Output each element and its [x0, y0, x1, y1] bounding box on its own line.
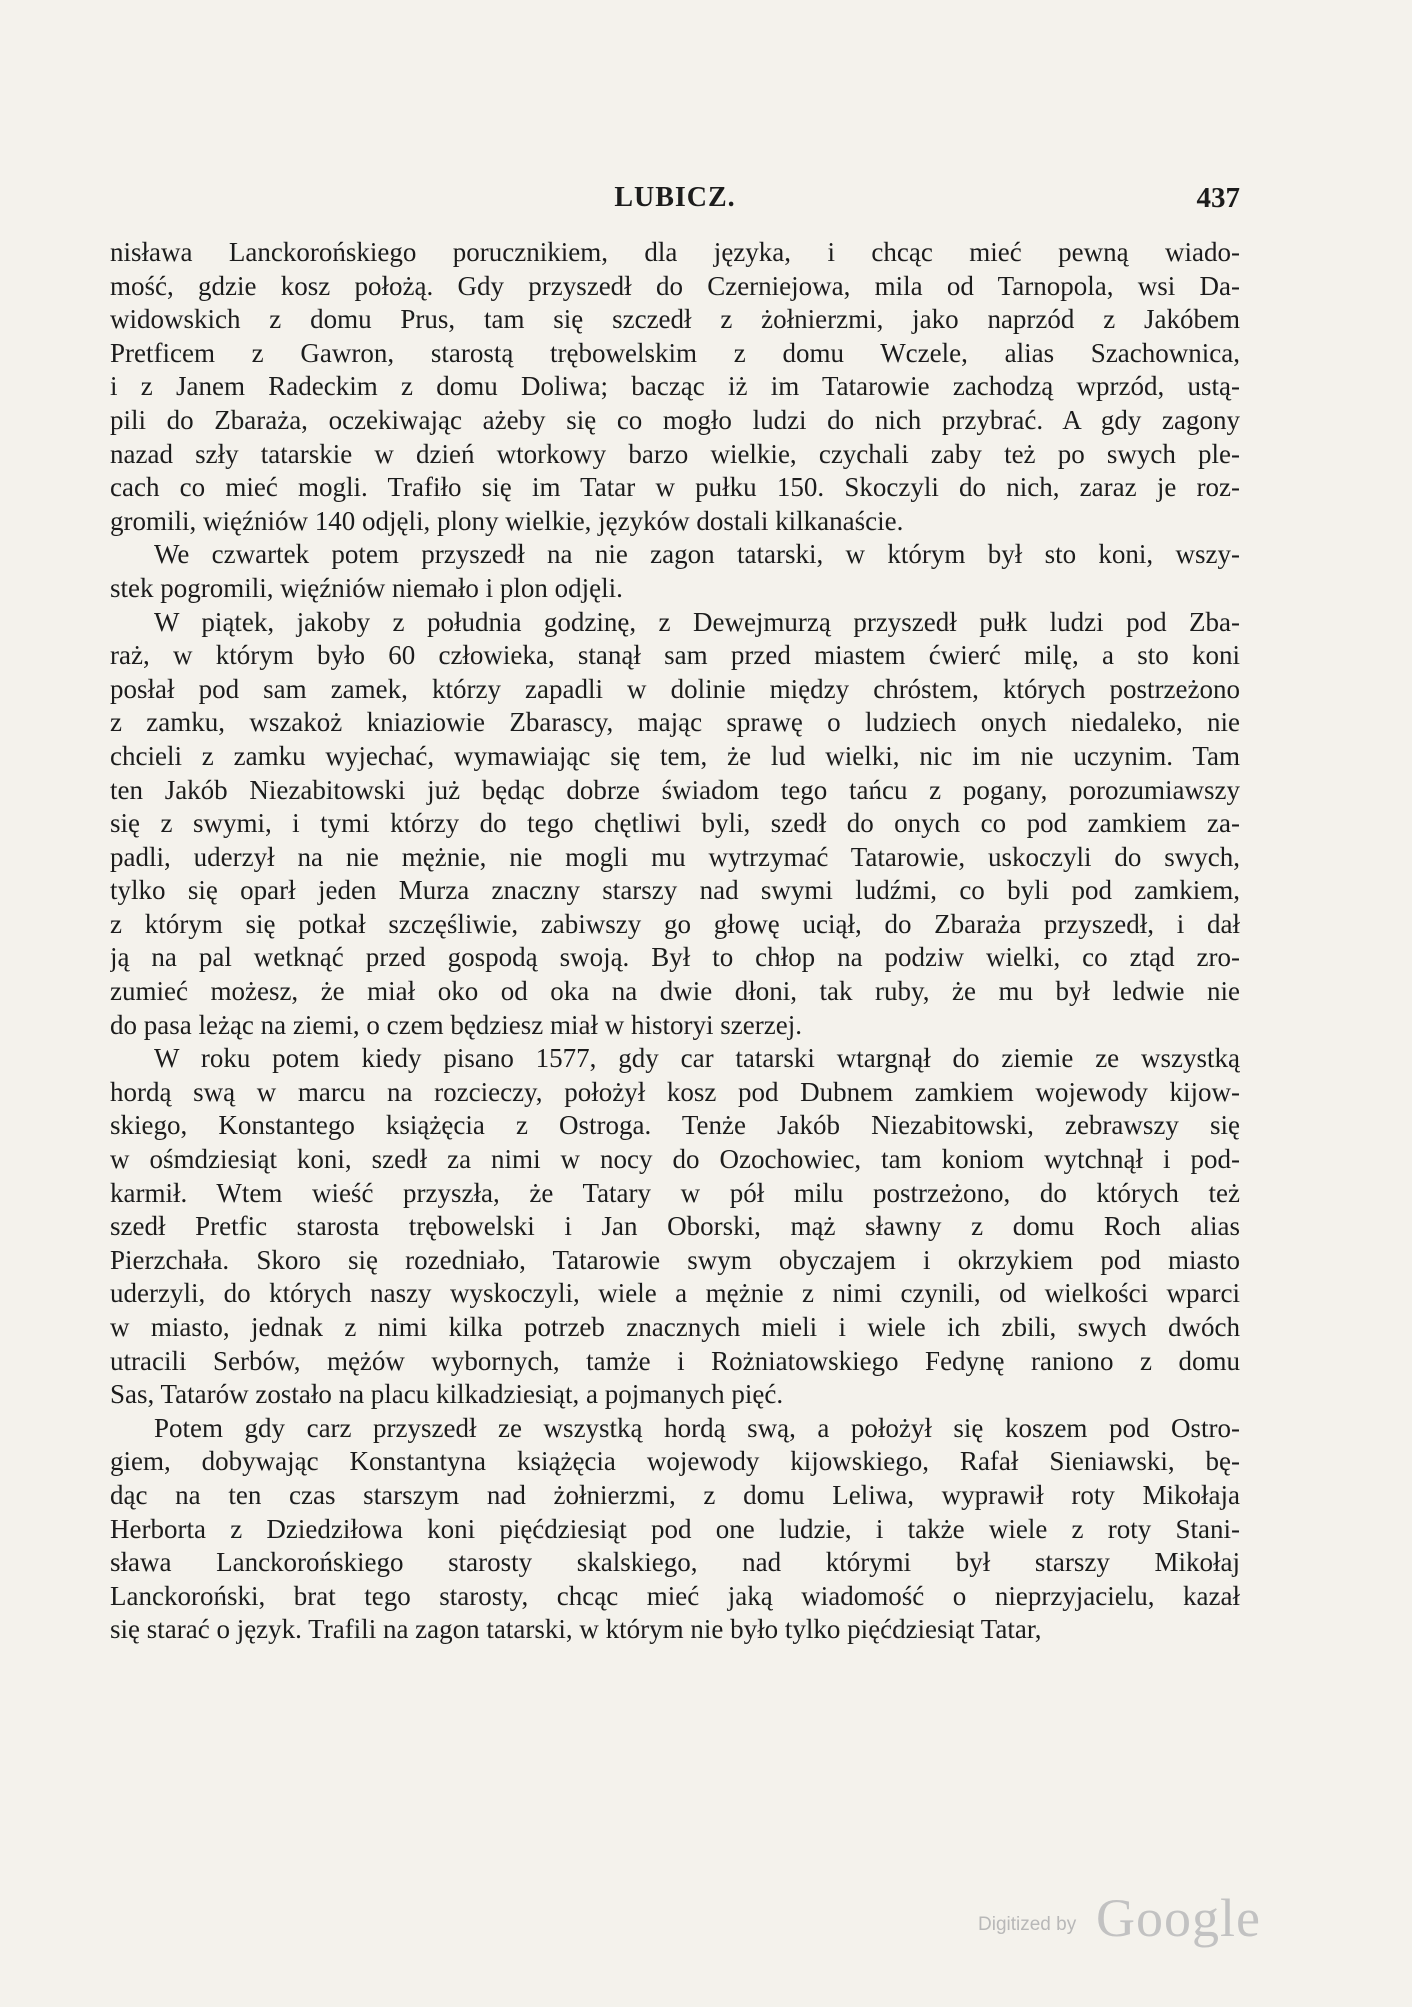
text-line: We czwartek potem przyszedł na nie zagon tatarski, w którym był sto koni, wszy- — [154, 539, 1240, 570]
text-line: gromili, więźniów 140 odjęli, plony wielkie, języków dostali kilkanaście. — [110, 505, 904, 536]
text-line: nazad szły tatarskie w dzień wtorkowy barzo wielkie, czychali zaby też po swych ple- — [110, 438, 1240, 469]
text-line: raż, w którym było 60 człowieka, stanął sam przed miastem ćwierć milę, a sto koni — [110, 640, 1240, 671]
text-line: się starać o język. Trafili na zagon tatarski, w którym nie było tylko pięćdziesiąt Tatar, — [110, 1614, 1042, 1645]
text-line: hordą swą w marcu na rozcieczy, położył kosz pod Dubnem zamkiem wojewody kijow- — [110, 1076, 1240, 1107]
text-line: uderzyli, do których naszy wyskoczyli, wiele a mężnie z nimi czynili, od wielkości wparci — [110, 1278, 1240, 1309]
text-line: ten Jakób Niezabitowski już będąc dobrze świadom tego tańcu z pogany, porozumiawszy — [110, 774, 1240, 805]
text-line: mość, gdzie kosz położą. Gdy przyszedł do Czerniejowa, mila od Tarnopola, wsi Da- — [110, 270, 1240, 301]
digitized-by-google-watermark — [978, 1887, 1268, 1947]
text-line: giem, dobywając Konstantyna książęcia wojewody kijowskiego, Rafał Sieniawski, bę- — [110, 1446, 1240, 1477]
body-text — [110, 236, 1240, 1647]
text-line: padli, uderzył na nie mężnie, nie mogli mu wytrzymać Tatarowie, uskoczyli do swych, — [110, 841, 1240, 872]
text-line: utracili Serbów, mężów wybornych, tamże i Rożniatowskiego Fedynę raniono z domu — [110, 1345, 1240, 1376]
text-line: nisława Lanckorońskiego porucznikiem, dla języka, i chcąc mieć pewną wiado- — [110, 237, 1240, 267]
paragraph — [110, 1042, 1240, 1412]
paragraph — [110, 606, 1240, 1043]
paragraph — [110, 538, 1240, 605]
paragraph — [110, 1412, 1240, 1647]
text-line: Sas, Tatarów zostało na placu kilkadziesiąt, a pojmanych pięć. — [110, 1379, 784, 1410]
text-line: do pasa leżąc na ziemi, o czem będziesz miał w historyi szerzej. — [110, 1009, 802, 1040]
watermark-small-text: Digitized by — [978, 1914, 1077, 1935]
text-line: z którym się potkał szczęśliwie, zabiwszy go głowę uciął, do Zbaraża przyszedł, i dał — [110, 908, 1240, 939]
text-line: szedł Pretfic starosta trębowelski i Jan Oborski, mąż sławny z domu Roch alias — [110, 1211, 1240, 1242]
text-line: Pierzchała. Skoro się rozedniało, Tatarowie swym obyczajem i okrzykiem pod miasto — [110, 1244, 1240, 1275]
text-line: z zamku, wszakoż kniaziowie Zbarascy, mając sprawę o ludziech onych niedaleko, nie — [110, 707, 1240, 738]
text-line: cach co mieć mogli. Trafiło się im Tatar w pułku 150. Skoczyli do nich, zaraz je roz- — [110, 472, 1240, 503]
paragraph — [110, 236, 1240, 538]
text-line: w miasto, jednak z nimi kilka potrzeb znacznych mieli i wiele ich zbili, swych dwóch — [110, 1312, 1240, 1342]
text-line: się z swymi, i tymi którzy do tego chętliwi byli, szedł do onych co pod zamkiem za- — [110, 808, 1240, 839]
text-line: stek pogromili, więźniów niemało i plon odjęli. — [110, 572, 623, 603]
text-line: ją na pal wetknąć przed gospodą swoją. Był to chłop na podziw wielki, co ztąd zro- — [110, 942, 1240, 973]
watermark-google-logo: Google — [1096, 1888, 1261, 1948]
text-line: skiego, Konstantego książęcia z Ostroga. Tenże Jakób Niezabitowski, zebrawszy się — [110, 1110, 1240, 1141]
text-line: W piątek, jakoby z południa godzinę, z Dewejmurzą przyszedł pułk ludzi pod Zba- — [154, 606, 1240, 637]
text-line: Lanckoroński, brat tego starosty, chcąc mieć jaką wiadomość o nieprzyjacielu, kazał — [110, 1580, 1240, 1611]
text-line: w ośmdziesiąt koni, szedł za nimi w nocy do Ozochowiec, tam koniom wytchnął i pod- — [110, 1144, 1240, 1175]
text-line: i z Janem Radeckim z domu Doliwa; bacząc iż im Tatarowie zachodzą wprzód, ustą- — [110, 371, 1240, 402]
text-line: pili do Zbaraża, oczekiwając ażeby się co mogło ludzi do nich przybrać. A gdy zagony — [110, 404, 1240, 435]
text-line: chcieli z zamku wyjechać, wymawiając się tem, że lud wielki, nic im nie uczynim. Tam — [110, 740, 1240, 771]
text-line: tylko się oparł jeden Murza znaczny starszy nad swymi ludźmi, co byli pod zamkiem, — [110, 875, 1240, 906]
text-line: Herborta z Dziedziłowa koni pięćdziesiąt pod one ludzie, i także wiele z roty Stani- — [110, 1513, 1240, 1544]
text-line: karmił. Wtem wieść przyszła, że Tatary w pół milu postrzeżono, do których też — [110, 1177, 1240, 1208]
text-line: widowskich z domu Prus, tam się szczedł z żołnierzmi, jako naprzód z Jakóbem — [110, 304, 1240, 335]
text-line: zumieć możesz, że miał oko od oka na dwie dłoni, tak ruby, że mu był ledwie nie — [110, 976, 1240, 1007]
text-line: Pretficem z Gawron, starostą trębowelskim z domu Wczele, alias Szachownica, — [110, 337, 1240, 368]
text-line: W roku potem kiedy pisano 1577, gdy car tatarski wtargnął do ziemie ze wszystką — [154, 1043, 1240, 1074]
text-line: Potem gdy carz przyszedł ze wszystką hordą swą, a położył się koszem pod Ostro- — [154, 1412, 1240, 1443]
text-line: sława Lanckorońskiego starosty skalskiego, nad którymi był starszy Mikołaj — [110, 1547, 1240, 1578]
text-line: dąc na ten czas starszym nad żołnierzmi, z domu Leliwa, wyprawił roty Mikołaja — [110, 1479, 1240, 1510]
page-header — [110, 182, 1240, 222]
text-line: posłał pod sam zamek, którzy zapadli w dolinie między chróstem, których postrzeżono — [110, 673, 1240, 704]
running-title: LUBICZ. — [614, 182, 736, 213]
page-number: 437 — [1196, 182, 1240, 214]
